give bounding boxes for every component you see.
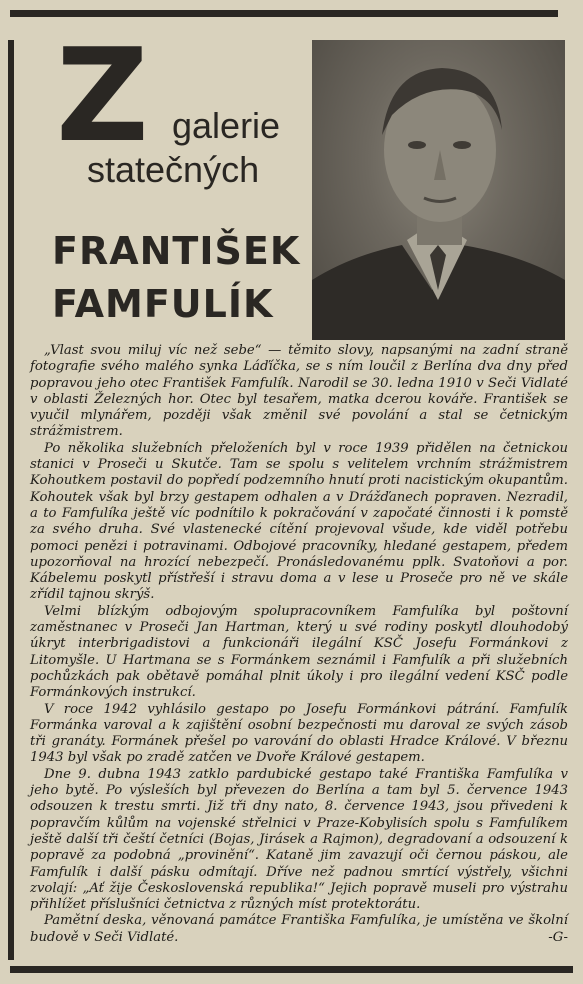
portrait-photo-icon <box>312 40 565 340</box>
headline-statecnych: statečných <box>87 149 260 190</box>
person-last-name: FAMFULÍK <box>52 282 274 326</box>
bottom-rule <box>10 966 573 973</box>
article-paragraph: Pamětní deska, věnovaná památce Františka Famfulíka, je umístěna ve školní budově v Seči Vidlaté. <box>30 913 568 945</box>
top-rule <box>10 10 558 17</box>
headline-galerie: galerie <box>172 105 281 146</box>
article-body <box>30 343 568 946</box>
person-first-name: FRANTIŠEK <box>52 229 301 273</box>
article-paragraph: „Vlast svou miluj víc než sebe“ — těmito slovy, napsanými na zadní straně fotografie svého malého synka Láďíčka, se s ním loučil z Berlína dva dny před popravou jeho otec František Famfulík. Narodil se 30. ledna 1910 v Seči Vidlaté v oblasti Železných hor. Otec byl tesařem, matka dcerou kováře. František se vyučil mlynářem, později však změnil své povolání a stal se četnickým strážmistrem. <box>30 343 568 440</box>
article-paragraph: Velmi blízkým odbojovým spolupracovníkem Famfulíka byl poštovní zaměstnanec v Proseči Jan Hartman, který u své rodiny poskytl dlouhodobý úkryt interbrigadistovi a funkcionáři ilegální KSČ Josefu Formánkovi z Litomyšle. U Hartmana se s Formánkem seznámil i Famfulík a při služebních pochůzkách pak obětavě pomáhal plnit úkoly i pro ilegální vedení KSČ podle Formánkových instrukcí. <box>30 603 568 701</box>
article-paragraph: V roce 1942 vyhlásilo gestapo po Josefu Formánkovi pátrání. Famfulík Formánka varoval a k zajištění osobní bezpečnosti mu daroval ze svých zásob tři granáty. Formánek přešel po varování do oblasti Hradce Králové. V březnu 1943 byl však po zradě zatčen ve Dvoře Králové gestapem. <box>30 701 568 766</box>
headline-z-letter: Z <box>56 22 149 171</box>
article-paragraph: Dne 9. dubna 1943 zatklo pardubické gestapo také Františka Famfulíka v jeho bytě. Po výsleších byl převezen do Berlína a tam byl 5. července 1943 odsouzen k trestu smrti. Již tři dny nato, 8. července 1943, jsou přivedeni k popravčím kůlům na vojenské střelnici v Praze-Kobylisích spolu s Famfulíkem ještě další tři čeští četníci (Bojas, Jirásek a Rajmon), degradovaní a odsouzení k popravě za podobná „provinění“. Kataně jim zavazují oči černou páskou, ale Famfulík i další pásku odmítají. Dříve než padnou smrtící výstřely, všichni zvolají: „Ať žije Československá republika!“ Jejich popravě museli pro výstrahu přihlížet příslušníci četnictva z různých míst protektorátu. <box>30 766 568 913</box>
article-paragraph: Po několika služebních přeloženích byl v roce 1939 přidělen na četnickou stanici v Proseči u Skutče. Tam se spolu s velitelem vrchním strážmistrem Kohoutkem postavil do popředí podzemního hnutí proti nacistickým okupantům. Kohoutek však byl brzy gestapem odhalen a v Drážďanech popraven. Nezradil, a to Famfulíka ještě víc podnítilo k pokračování v započaté činnosti i k pomstě za svého druha. Své vlastenecké cítění projevoval všude, kde viděl potřebu pomoci penězi i potravinami. Odbojové pracovníky, hledané gestapem, předem upozorňoval na hrozící nebezpečí. Pronásledovanému pplk. Svatoňovi a por. Kábelemu poskytl přístřeší i stravu doma a v lese u Proseče pro ně ve skále zřídil tajnou skrýš. <box>30 440 568 603</box>
author-signature: -G- <box>548 929 568 945</box>
portrait-photo <box>312 40 565 340</box>
left-rule <box>8 40 14 960</box>
